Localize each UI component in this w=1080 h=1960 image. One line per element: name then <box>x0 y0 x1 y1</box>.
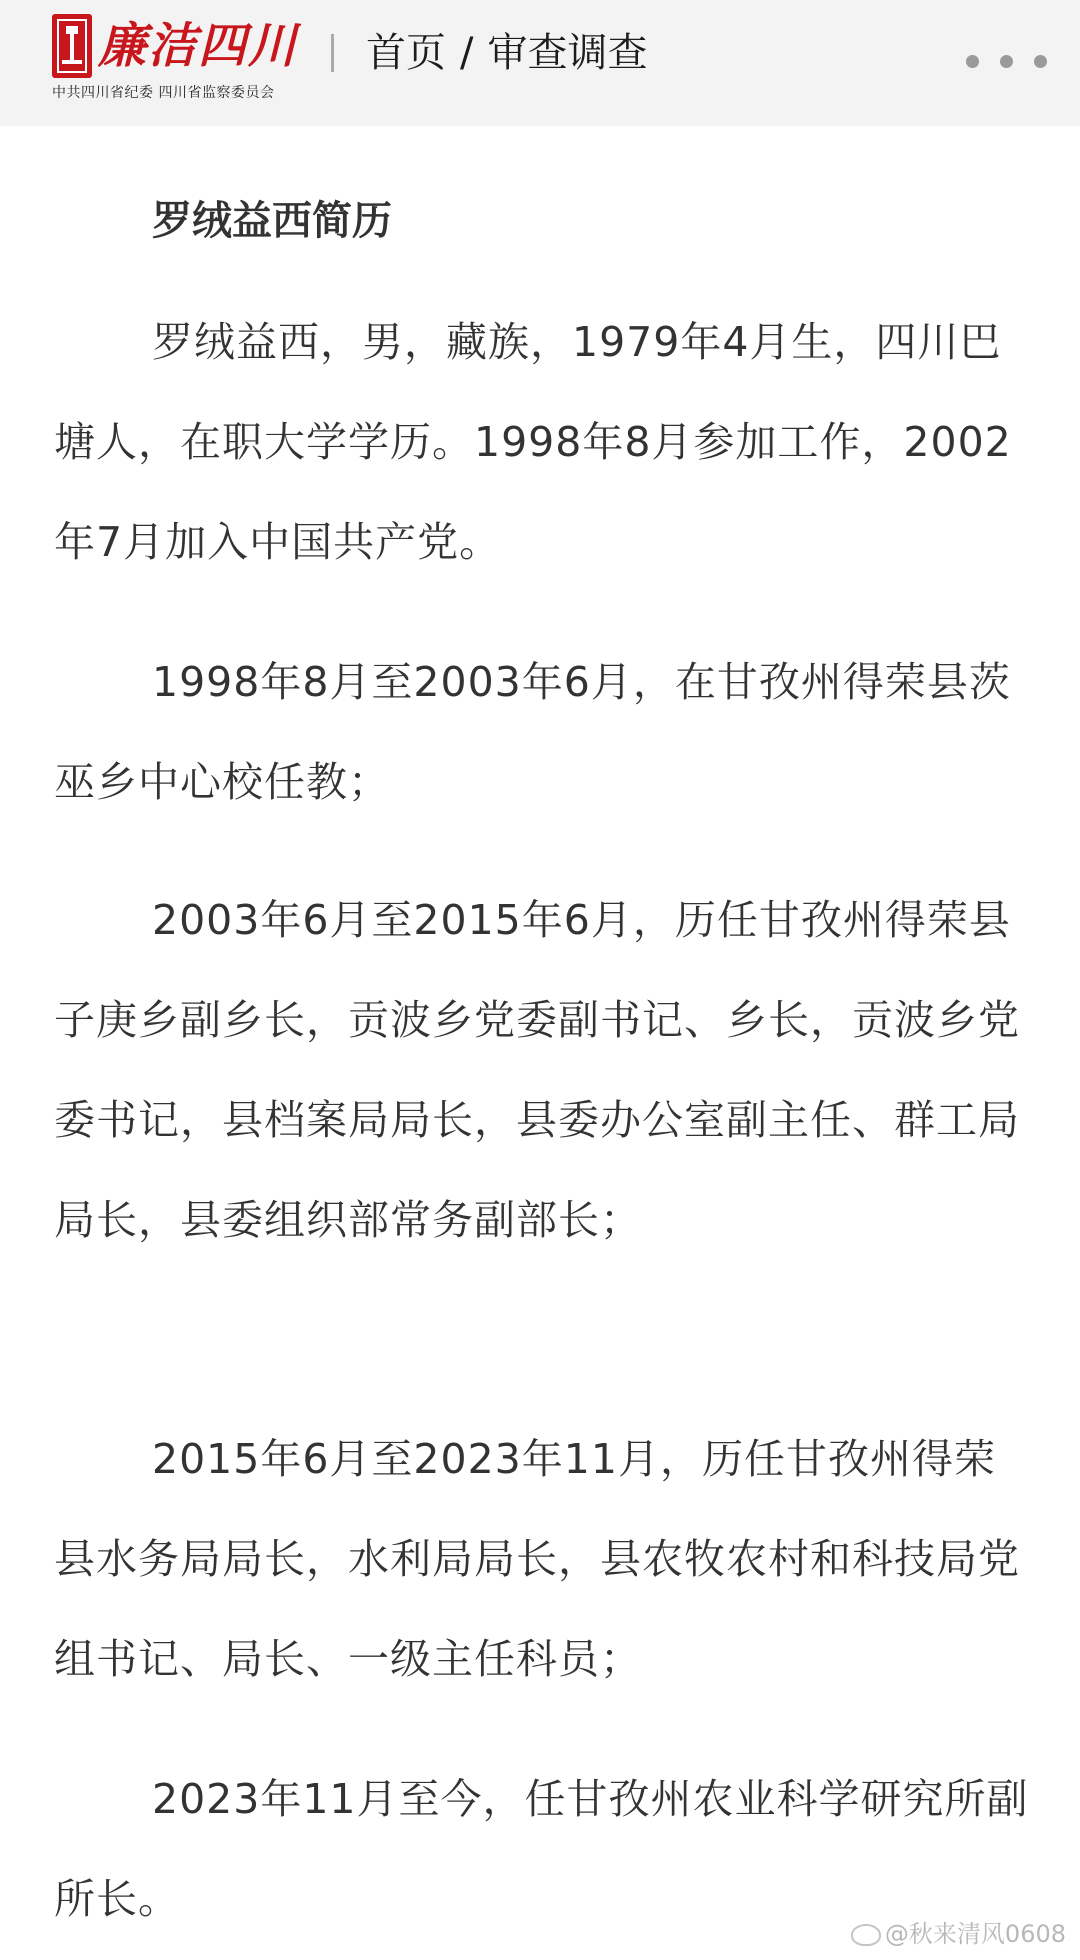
breadcrumb-home-link[interactable]: 首页 <box>366 30 446 76</box>
site-logo[interactable] <box>52 14 302 104</box>
paragraph-career-2: 2003年6月至2015年6月，历任甘孜州得荣县子庚乡副乡长，贡波乡党委副书记、乡长，贡波乡党委书记，县档案局局长，县委办公室副主任、群工局局长，县委组织部常务副部长； <box>54 896 1020 1244</box>
logo-subtitle: 中共四川省纪委 四川省监察委员会 <box>52 85 275 101</box>
breadcrumb <box>366 24 647 82</box>
article-title: 罗绒益西简历 <box>152 197 392 244</box>
paragraph-career-4: 2023年11月至今，任甘孜州农业科学研究所副所长。 <box>54 1775 1029 1923</box>
logo-wordmark: 廉洁四川 <box>98 18 299 74</box>
logo-seal-icon <box>52 14 92 78</box>
breadcrumb-separator: / <box>460 30 474 76</box>
site-header <box>0 0 1080 126</box>
weibo-watermark <box>851 1918 1066 1950</box>
watermark-text: @秋来清风0608 <box>884 1920 1066 1948</box>
paragraph-career-3: 2015年6月至2023年11月，历任甘孜州得荣县水务局局长，水利局局长，县农牧农村和科技局党组书记、局长、一级主任科员； <box>54 1435 1020 1683</box>
paragraph-basic-info: 罗绒益西，男，藏族，1979年4月生，四川巴塘人，在职大学学历。1998年8月参加工作，2002年7月加入中国共产党。 <box>54 318 1012 566</box>
breadcrumb-section-link[interactable]: 审查调查 <box>487 30 648 76</box>
paragraph-career-1: 1998年8月至2003年6月，在甘孜州得荣县茨巫乡中心校任教； <box>54 658 1011 806</box>
more-dot-icon <box>1000 55 1013 68</box>
more-dot-icon <box>966 55 979 68</box>
more-options-button[interactable] <box>966 40 1066 80</box>
header-divider <box>331 34 334 72</box>
more-dot-icon <box>1034 55 1047 68</box>
weibo-icon <box>851 1924 881 1946</box>
